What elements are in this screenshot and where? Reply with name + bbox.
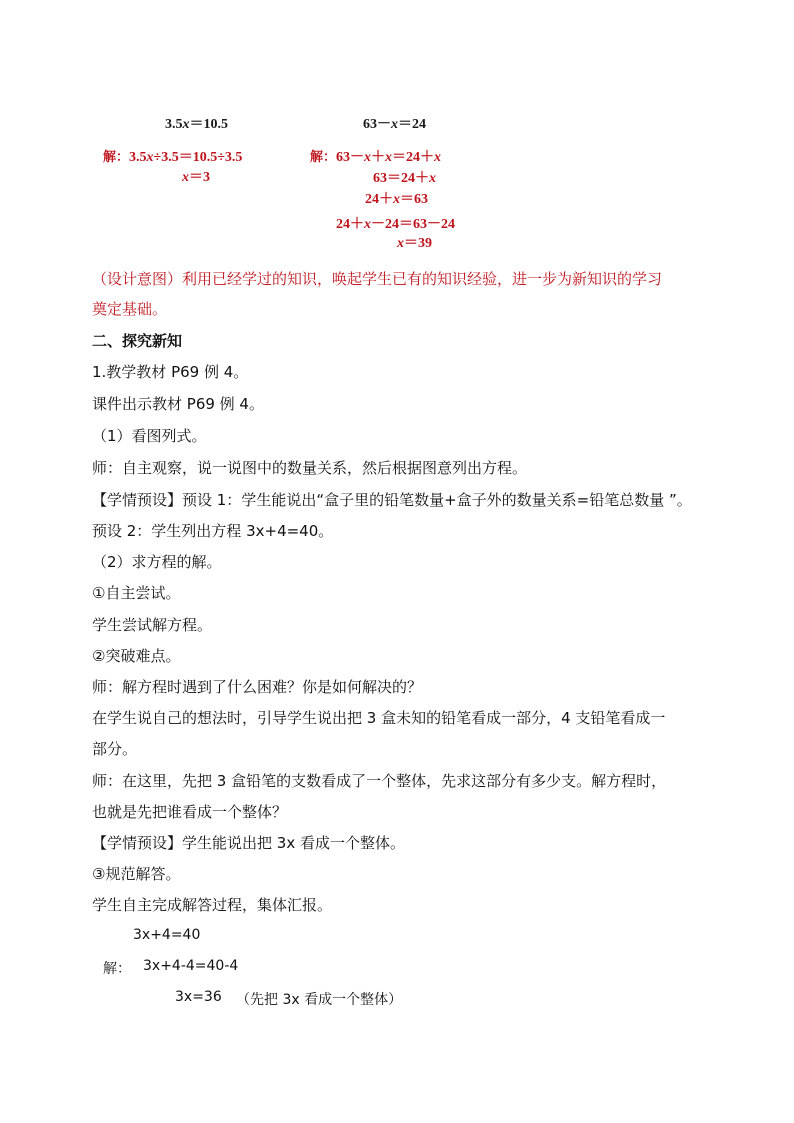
- body-line: 师：解方程时遇到了什么困难？你是如何解决的？: [92, 678, 423, 696]
- solution-step-1: 3x+4-4=40-4: [143, 958, 239, 974]
- body-line: 部分。: [92, 740, 138, 758]
- body-line: ②突破难点。: [92, 647, 181, 665]
- body-line: 课件出示教材 P69 例 4。: [92, 395, 264, 413]
- body-line: 学生尝试解方程。: [92, 616, 213, 634]
- right-solution-line-2: 63＝24＋x: [373, 171, 436, 186]
- body-line: 在学生说自己的想法时，引导学生说出把 3 盒未知的铅笔看成一部分，4 支铅笔看成一: [92, 709, 666, 727]
- design-intent-line-1: （设计意图）利用已经学过的知识，唤起学生已有的知识经验，进一步为新知识的学习: [92, 270, 663, 288]
- body-line: 1.教学教材 P69 例 4。: [92, 363, 249, 381]
- left-solution-line-1: 解：3.5x÷3.5＝10.5÷3.5: [103, 150, 243, 165]
- equation-left-title: 3.5x＝10.5: [165, 117, 228, 132]
- body-line: 预设 2：学生列出方程 3x+4=40。: [92, 522, 334, 540]
- equation-right-title: 63－x＝24: [363, 117, 426, 132]
- body-line: 【学情预设】学生能说出把 3x 看成一个整体。: [92, 834, 405, 852]
- left-solution-line-2: x＝3: [182, 170, 210, 185]
- body-line: 学生自主完成解答过程，集体汇报。: [92, 896, 333, 914]
- body-line: ①自主尝试。: [92, 584, 181, 602]
- right-solution-line-1: 解：63－x＋x＝24＋x: [310, 150, 442, 165]
- right-solution-line-5: x＝39: [397, 236, 432, 251]
- right-solution-line-3: 24＋x＝63: [365, 192, 428, 207]
- body-line: （1）看图列式。: [92, 427, 207, 445]
- body-line: 也就是先把谁看成一个整体？: [92, 803, 288, 821]
- body-line: 【学情预设】预设 1：学生能说出“盒子里的铅笔数量+盒子外的数量关系=铅笔总数量 ”。: [92, 491, 692, 509]
- design-intent-line-2: 奠定基础。: [92, 300, 168, 318]
- solution-note: （先把 3x 看成一个整体）: [236, 992, 403, 1008]
- body-line: 师：自主观察，说一说图中的数量关系，然后根据图意列出方程。: [92, 459, 528, 477]
- body-line: 师：在这里，先把 3 盒铅笔的支数看成了一个整体，先求这部分有多少支。解方程时，: [92, 772, 667, 790]
- solution-step-2: 3x=36: [175, 989, 222, 1005]
- solution-label: 解：: [103, 961, 131, 977]
- body-line: （2）求方程的解。: [92, 553, 222, 571]
- section-title: 二、探究新知: [92, 332, 183, 350]
- right-solution-line-4: 24＋x－24＝63－24: [336, 217, 455, 232]
- body-line: ③规范解答。: [92, 865, 181, 883]
- solution-equation: 3x+4=40: [133, 927, 201, 943]
